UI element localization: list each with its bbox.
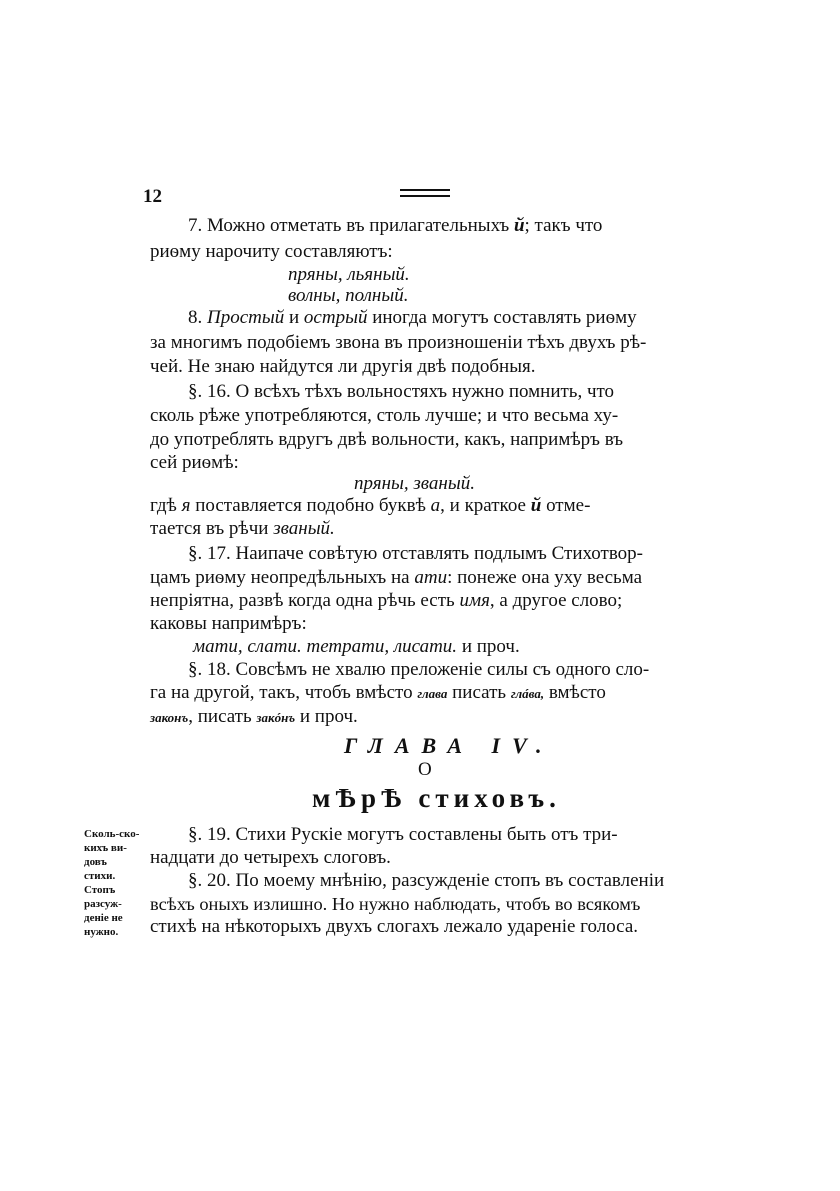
text-run-small: глава: [417, 686, 448, 701]
text-run-italic: ати: [414, 567, 448, 588]
text-line-24: [150, 916, 638, 938]
margin-note: нужно.: [84, 926, 119, 938]
text-run: стихѣ на нѣкоторыхъ двухъ слогахъ лежало удареніе голоса.: [150, 916, 639, 937]
text-line-13: [150, 567, 642, 589]
text-line-8: [150, 429, 623, 451]
text-run: надцати до четырехъ слоговъ.: [150, 847, 391, 868]
text-run: до употреблять вдругъ двѣ вольности, какъ, напримѣръ въ: [150, 429, 624, 450]
text-run-italic: й: [513, 215, 525, 236]
text-run: сей риѳмѣ:: [150, 452, 239, 473]
text-run: 7. Можно отметать въ прилагательныхъ: [188, 215, 510, 236]
text-line-12: [188, 543, 643, 565]
text-run: §. 18. Совсѣмъ не хвалю преложеніе силы съ одного сло-: [188, 659, 650, 680]
text-run: отме-: [546, 495, 591, 516]
text-line-7: [150, 405, 618, 427]
margin-note: деніе не: [84, 912, 123, 924]
text-line-5: [150, 356, 535, 378]
text-run: и проч.: [461, 636, 520, 657]
header-rule-top: [400, 189, 450, 191]
chapter-o: О: [418, 759, 432, 780]
text-run: за многимъ подобіемъ звона въ произношеніи тѣхъ двухъ рѣ-: [150, 332, 647, 353]
example-text: мати, слати. тетрати, лисати.: [193, 636, 458, 657]
text-run: и проч.: [299, 706, 358, 727]
text-line-18: [150, 682, 606, 705]
example-text: волны, полный.: [288, 285, 409, 306]
text-run-italic: Простый: [207, 307, 285, 328]
text-line-4: [150, 332, 646, 354]
text-line-11: [150, 518, 335, 540]
text-line-10: [150, 495, 590, 517]
text-line-21: [150, 847, 391, 869]
text-run-small: глáва,: [510, 686, 545, 701]
text-line-17: [188, 659, 649, 681]
margin-note: довъ: [84, 856, 107, 868]
text-line-2: [150, 241, 393, 263]
margin-note: разсуж-: [84, 898, 122, 910]
text-run: риѳму нарочиту составляютъ:: [150, 241, 393, 262]
text-run-italic: й: [530, 495, 542, 516]
text-run: и: [289, 307, 300, 328]
text-run: : понеже она уху весьма: [447, 567, 643, 588]
text-run: , а другое слово;: [489, 590, 623, 611]
text-line-3: [188, 307, 637, 329]
example-line-3: [354, 473, 475, 495]
text-run-italic: званый.: [273, 518, 335, 539]
chapter-heading: ГЛАВА IV.: [344, 733, 554, 758]
example-line-1: [288, 264, 410, 286]
text-line-22: [188, 870, 664, 892]
text-run: §. 19. Стихи Рускіе могутъ составлены быть отъ три-: [188, 824, 618, 845]
text-line-23: [150, 893, 640, 915]
text-run: каковы напримѣръ:: [150, 613, 307, 634]
text-run: , писать: [188, 706, 252, 727]
text-run: ; такъ что: [524, 215, 603, 236]
text-run: §. 16. О всѣхъ тѣхъ вольностяхъ нужно помнить, что: [188, 381, 615, 402]
header-rule-bottom: [400, 195, 450, 197]
text-run: непріятна, развѣ когда одна рѣчь есть: [150, 590, 455, 611]
example-text: пряны, льяный.: [288, 264, 410, 285]
margin-note: Сколь-ско-: [84, 828, 140, 840]
margin-note: стихи.: [84, 870, 116, 882]
text-run: поставляется подобно буквѣ: [195, 495, 426, 516]
text-run-italic: острый: [303, 307, 368, 328]
text-run: §. 20. По моему мнѣнію, разсужденіе стопъ въ составленіи: [188, 870, 665, 891]
text-run: тается въ рѣчи: [150, 518, 269, 539]
text-run: цамъ риѳму неопредѣльныхъ на: [150, 567, 410, 588]
text-run: га на другой, такъ, чтобъ вмѣсто: [150, 682, 413, 703]
margin-note: кихъ ви-: [84, 842, 127, 854]
text-run: сколь рѣже употребляются, столь лучше; и что весьма ху-: [150, 405, 619, 426]
text-run: чей. Не знаю найдутся ли другія двѣ подобныя.: [150, 356, 536, 377]
text-line-20: [188, 824, 618, 846]
text-run: всѣхъ оныхъ излишно. Но нужно наблюдать, чтобъ во всякомъ: [150, 894, 641, 914]
page-number: 12: [143, 186, 162, 207]
text-line-19: [150, 706, 358, 729]
text-run: гдѣ: [150, 495, 177, 516]
text-line-9: [150, 452, 239, 474]
text-run-small: законъ: [150, 710, 189, 725]
text-run: иногда могутъ составлять риѳму: [372, 307, 637, 328]
margin-note: Стопъ: [84, 884, 116, 896]
text-run-italic: я: [181, 495, 191, 516]
text-line-15: [150, 613, 307, 635]
chapter-title: мѢрѢ стиховъ.: [312, 783, 561, 813]
text-run: 8.: [188, 307, 203, 328]
text-line-14: [150, 590, 622, 612]
text-run-italic: имя: [459, 590, 490, 611]
text-run: , и краткое: [440, 495, 526, 516]
text-run: вмѣсто: [548, 682, 606, 703]
text-run: писать: [452, 682, 507, 703]
text-run-small: закóнъ: [256, 710, 296, 725]
text-run: §. 17. Наипаче совѣтую отставлять подлымъ Стихотвор-: [188, 543, 643, 564]
text-line-16: [193, 636, 520, 658]
text-line-6: [188, 381, 614, 403]
text-line-1: [188, 215, 602, 237]
example-text: пряны, званый.: [354, 473, 475, 494]
text-run-italic: а: [430, 495, 441, 516]
example-line-2: [288, 285, 408, 307]
